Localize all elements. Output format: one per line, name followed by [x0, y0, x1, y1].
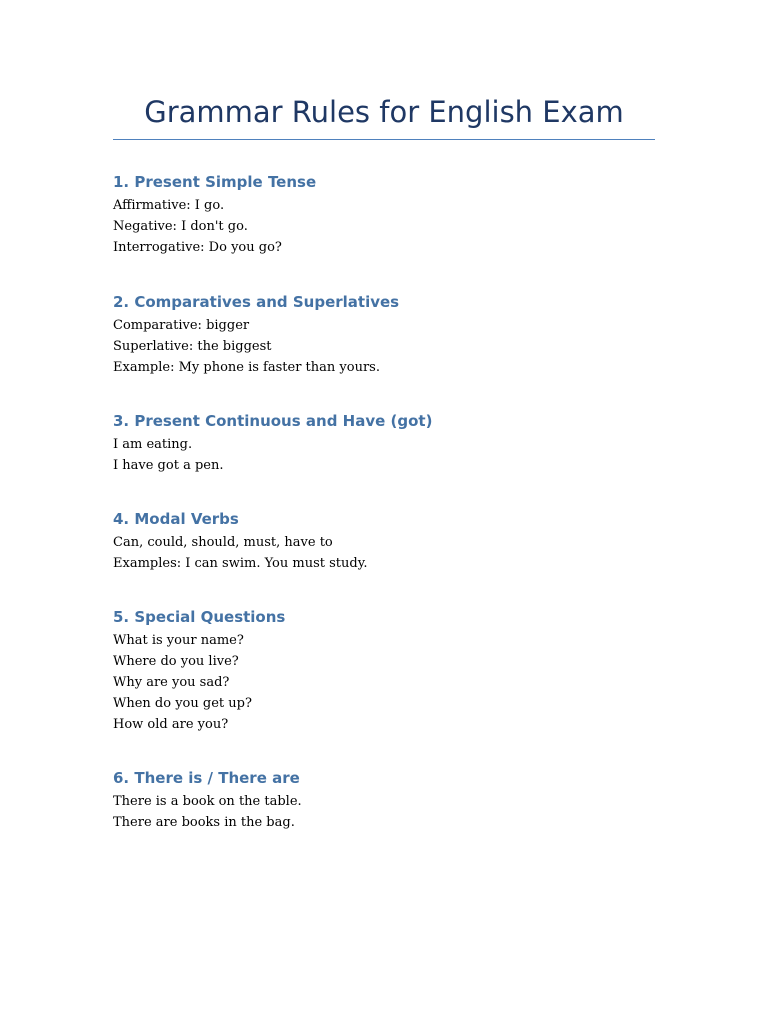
document-title: Grammar Rules for English Exam [144, 95, 624, 129]
section-line: When do you get up? [113, 696, 252, 711]
section-heading: 2. Comparatives and Superlatives [113, 293, 400, 311]
section-line: Affirmative: I go. [113, 198, 225, 213]
title-underline [113, 139, 655, 140]
section-present-continuous [113, 410, 653, 476]
section-line: What is your name? [113, 633, 244, 648]
section-heading: 5. Special Questions [113, 608, 286, 626]
section-comparatives [113, 291, 653, 378]
section-special-questions [113, 606, 653, 735]
section-line: Example: My phone is faster than yours. [113, 360, 380, 375]
section-modal-verbs [113, 508, 653, 574]
section-there-is-there-are [113, 767, 653, 833]
section-line: There are books in the bag. [113, 815, 295, 830]
section-line: Interrogative: Do you go? [113, 240, 282, 255]
section-heading: 6. There is / There are [113, 769, 300, 787]
section-line: Negative: I don't go. [113, 219, 248, 234]
section-line: I am eating. [113, 437, 193, 452]
section-line: There is a book on the table. [113, 794, 302, 809]
section-line: Why are you sad? [113, 675, 230, 690]
section-heading: 3. Present Continuous and Have (got) [113, 412, 433, 430]
section-line: Can, could, should, must, have to [113, 535, 333, 550]
section-line: Examples: I can swim. You must study. [113, 556, 368, 571]
section-line: Comparative: bigger [113, 318, 250, 333]
section-line: Superlative: the biggest [113, 339, 272, 354]
section-heading: 4. Modal Verbs [113, 510, 239, 528]
section-heading: 1. Present Simple Tense [113, 173, 317, 191]
section-line: Where do you live? [113, 654, 239, 669]
section-line: How old are you? [113, 717, 229, 732]
section-present-simple [113, 171, 653, 258]
section-line: I have got a pen. [113, 458, 224, 473]
